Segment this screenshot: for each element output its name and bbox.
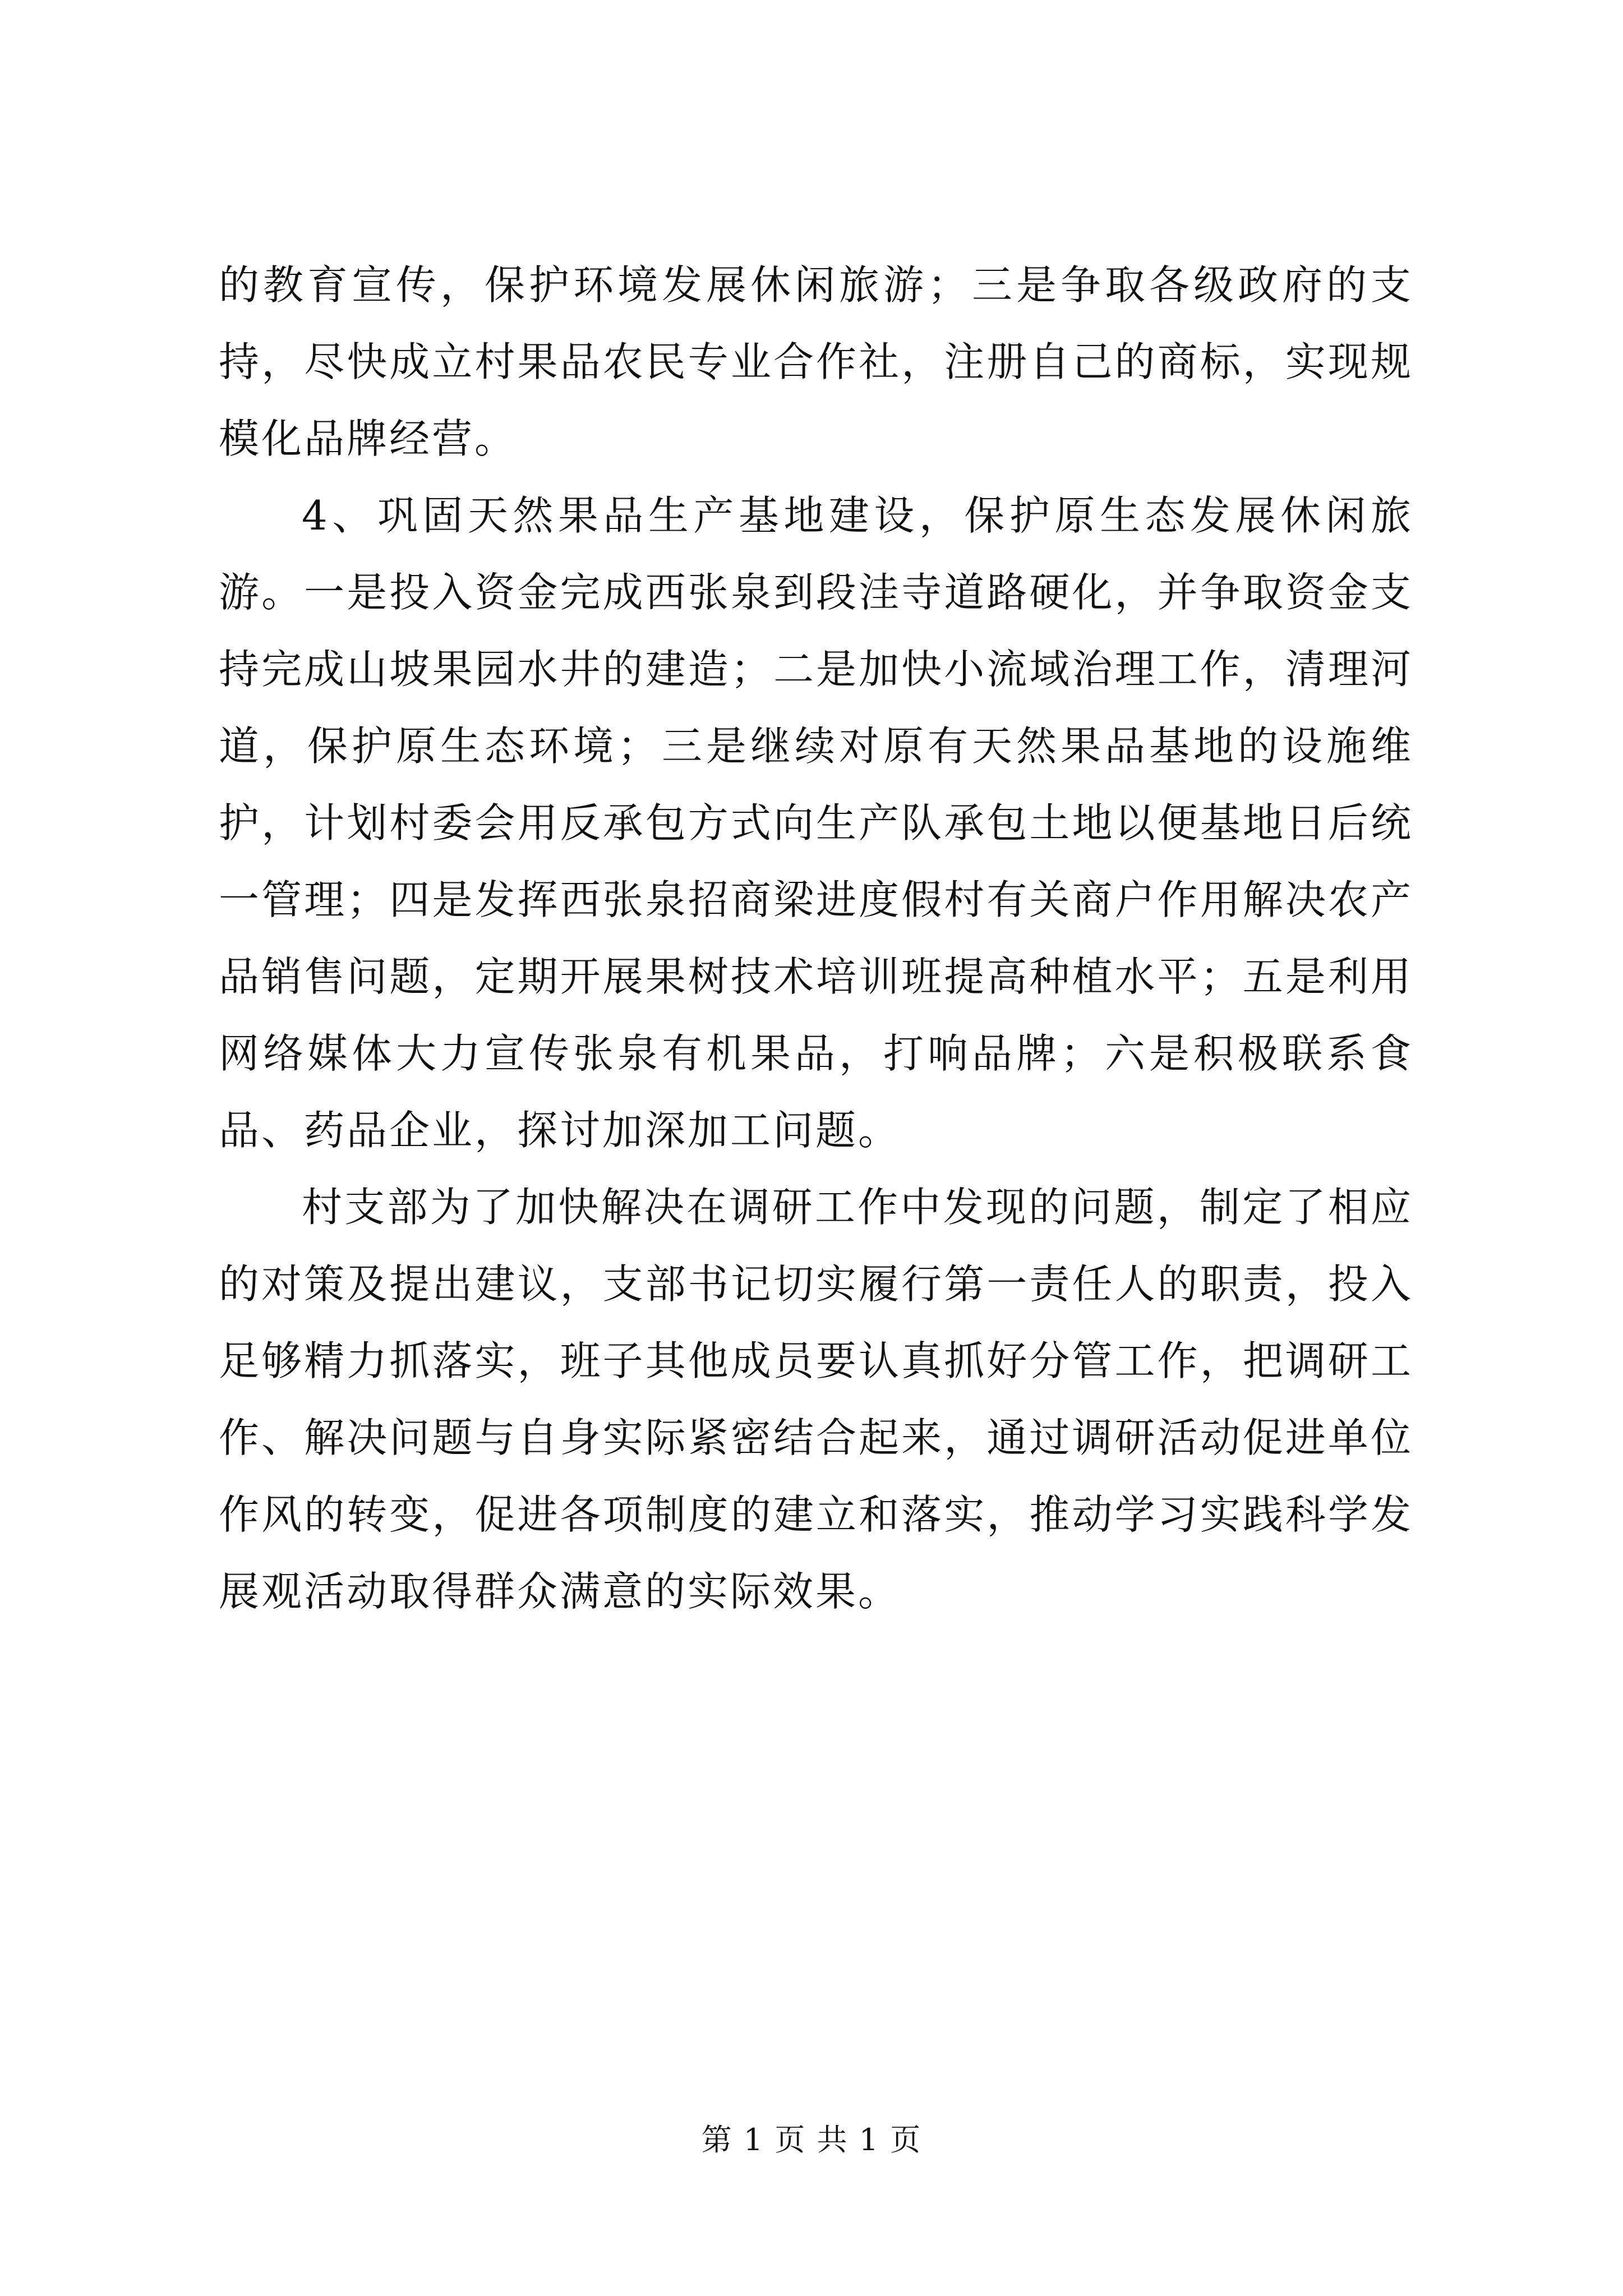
paragraph-conclusion: 村支部为了加快解决在调研工作中发现的问题，制定了相应的对策及提出建议，支部书记切实履行第一责任人的职责，投入足够精力抓落实，班子其他成员要认真抓好分管工作，把调研工作、解决问题与自身实际紧密结合起来，通过调研活动促进单位作风的转变，促进各项制度的建立和落实，推动学习实践科学发展观活动取得群众满意的实际效果。 <box>219 1184 1413 1615</box>
page-footer: 第 1 页 共 1 页 <box>701 2122 922 2157</box>
document-body <box>219 247 1413 1630</box>
paragraph-item-4: 4、巩固天然果品生产基地建设，保护原生态发展休闲旅游。一是投入资金完成西张泉到段洼寺道路硬化，并争取资金支持完成山坡果园水井的建造；二是加快小流域治理工作，清理河道，保护原生态环境；三是继续对原有天然果品基地的设施维护，计划村委会用反承包方式向生产队承包土地以便基地日后统一管理；四是发挥西张泉招商梁进度假村有关商户作用解决农产品销售问题，定期开展果树技术培训班提高种植水平；五是利用网络媒体大力宣传张泉有机果品，打响品牌；六是积极联系食品、药品企业，探讨加深加工问题。 <box>219 492 1413 1154</box>
paragraph-continued: 的教育宣传，保护环境发展休闲旅游；三是争取各级政府的支持，尽快成立村果品农民专业合作社，注册自己的商标，实现规模化品牌经营。 <box>219 261 1413 462</box>
